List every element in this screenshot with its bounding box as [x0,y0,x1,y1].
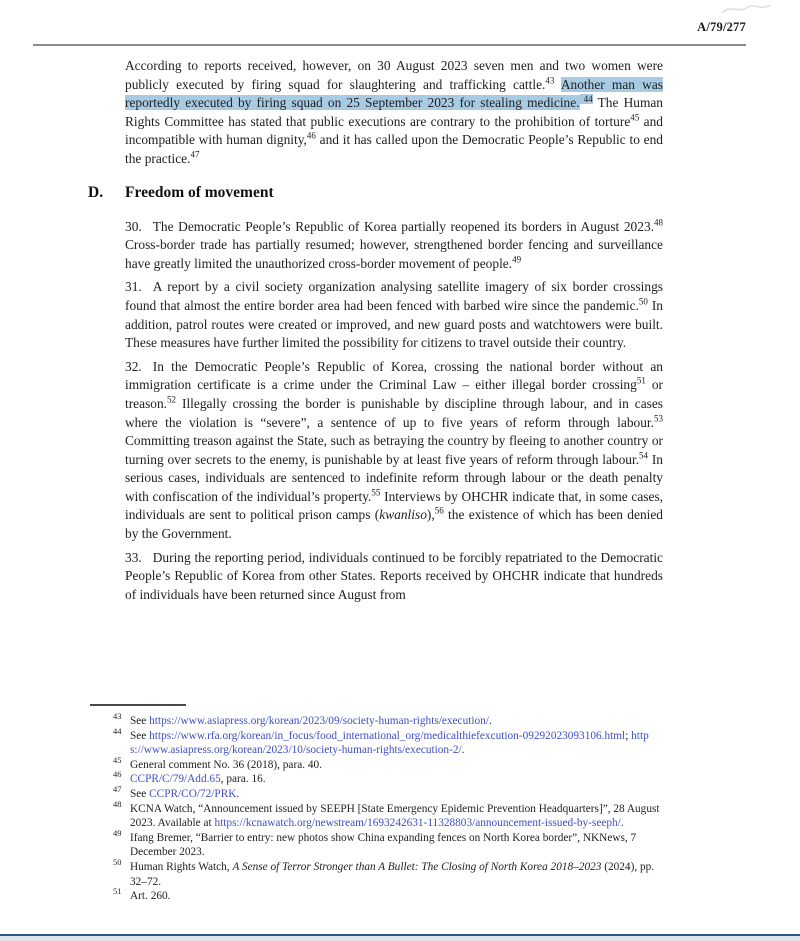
footnote-44: 44 See https://www.rfa.org/korean/in_focus/food_international_org/medicalthiefexcution-09292023093106.html; https://www.asiapress.org/korean/2023/10/society-human-rights/execution-2/. [113,725,649,757]
document-symbol: A/79/277 [697,20,746,34]
paragraph-number: 32. [125,358,142,374]
text-run: Cross-border trade has partially resumed; however, strengthened border fencing and surveillance have greatly limited the unauthorized cross-border movement of people. [125,237,663,271]
paragraph-32 [125,358,663,544]
text-run: and incompatible with human dignity, [125,113,663,148]
paragraph-number: 33. [125,549,142,565]
footnote-text [130,715,492,727]
text-run: , para. 16. [220,773,266,786]
paragraph-31 [125,278,663,352]
footnote-50: 50 Human Rights Watch, A Sense of Terror Stronger than A Bullet: The Closing of North Korea 2018–2023 (2024), pp. 32–72. [113,856,655,888]
text-run: In the Democratic People’s Republic of Korea, crossing the national border without an immigration certificate is a crime under the Criminal Law – either illegal border crossing [125,358,663,393]
hyperlink[interactable]: https://www.asiapress.org/korean/2023/10/society-human-rights/execution-2/ [130,729,649,757]
footnote-49: 49 Ifang Bremer, “Barrier to entry: new photos show China expanding fences on North Korea border”, NKNews, 7 December 2023. [113,827,637,859]
footnote-ref: 54 [639,450,649,461]
hyperlink[interactable]: https://www.rfa.org/korean/in_focus/food_international_org/medicalthiefexcution-09292023093106.html [149,729,626,742]
text-run: According to reports received, however, on 30 August 2023 seven men and two women were publicly executed by firing squad for slaughtering and trafficking cattle. [125,58,663,92]
text-run: . [488,715,492,727]
text-run: See [130,787,150,800]
text-run: KCNA Watch, “Announcement issued by SEEPH [State Emergency Epidemic Prevention Headquarters]”, 28 August 2023. Available at [130,802,660,830]
text-run: Art. 260. [130,890,171,903]
section-heading [88,183,663,203]
footnote-51: 51 Art. 260. [113,886,171,903]
text-run: ; [625,729,632,742]
header-divider [33,44,746,46]
text-run: Human Rights Watch, [130,860,233,873]
footnote-ref: 43 [545,75,555,86]
footnote-separator [90,704,186,706]
text-run: . [236,787,240,800]
text-run: The Democratic People’s Republic of Korea partially reopened its borders in August 2023. [152,218,654,234]
text-run: Illegally crossing the border is punishable by discipline through labour, and in cases where the violation is “severe”, a sentence of up to five years of reform through labour. [125,395,663,430]
footnote-text [130,759,322,771]
text-run: (2024), pp. 32–72. [130,860,655,888]
text-run: or treason. [125,377,663,411]
footnote-ref: 50 [638,296,648,307]
text-run: ), [426,507,435,523]
footnote-ref: 48 [654,217,663,228]
footnote-47: 47 See CCPR/CO/72/PRK. [113,783,240,800]
footnote-ref: 44 [579,93,593,104]
footnote-text [130,832,636,859]
text-run: Ifang Bremer, “Barrier to entry: new photos show China expanding fences on North Korea border”, NKNews, 7 December 2023. [130,831,637,859]
footnote-text [130,803,660,830]
paragraph-30 [125,218,663,274]
footnote-text [130,861,654,888]
footnote-text [130,730,649,757]
text-run: See [130,729,150,742]
text-run: See [130,715,150,727]
hyperlink[interactable]: CCPR/C/79/Add.65 [130,773,221,786]
text-run: the existence of which has been denied by the Government. [125,507,663,542]
text-run: A report by a civil society organization analysing satellite imagery of six border crossings found that almost the entire border area had been fenced with barbed wire since the pandemic. [125,279,663,313]
text-run: kwanliso [379,507,427,523]
paragraph-number: 30. [125,218,142,234]
footnote-45: 45 General comment No. 36 (2018), para. 40. [113,754,322,771]
text-run: The Human Rights Committee has stated that public executions are contrary to the prohibition of torture [125,95,664,129]
footnote-text [130,788,239,800]
footnote-ref: 49 [512,254,522,265]
text-run: General comment No. 36 (2018), para. 40. [130,758,322,771]
footnote-46: 46 CCPR/C/79/Add.65, para. 16. [113,769,266,786]
footnote-ref: 47 [190,149,200,160]
footnote-ref: 45 [630,112,640,123]
text-run: . [620,817,624,830]
footnote-ref: 46 [306,130,316,141]
scan-mark-artifact [720,2,772,17]
document-body [88,57,664,609]
hyperlink[interactable]: https://www.asiapress.org/korean/2023/09/society-human-rights/execution/ [149,715,489,727]
window-bottom-edge [0,934,800,941]
footnote-text [130,773,266,785]
text-run: Another man was reportedly executed by firing squad on 25 September 2023 for stealing medicine. [125,76,663,111]
document-header [697,18,746,36]
footnote-ref: 55 [371,487,381,498]
footnote-ref: 53 [654,413,663,424]
text-run: Committing treason against the State, such as betraying the country by fleeing to another country or turning over secrets to the enemy, is punishable by at least five years of reform through labour. [125,433,663,467]
footnote-48: 48 KCNA Watch, “Announcement issued by SEEPH [State Emergency Epidemic Prevention Headquarters]”, 28 August 2023. Available at https://kcnawatch.org/newstream/1693242631-11328803/announcement-issued-by-seeph/. [113,798,660,830]
paragraph-33 [125,549,663,605]
footnote-43: 43 See https://www.asiapress.org/korean/2023/09/society-human-rights/execution/. [113,711,492,727]
paragraph-continuation [125,57,663,169]
footnote-text [130,890,170,902]
text-run: In serious cases, individuals are sentenced to indefinite reform through labour or the death penalty with confiscation of the individual’s property. [125,451,663,504]
hyperlink[interactable]: CCPR/CO/72/PRK [149,787,237,800]
text-run: Interviews by OHCHR indicate that, in some cases, individuals are sent to political prison camps ( [125,488,664,523]
text-run: In addition, patrol routes were created or improved, and new guard posts and watchtowers were built. These measures have further limited the possibility for citizens to travel outside their country. [125,297,663,351]
text-run: and it has called upon the Democratic People’s Republic to end the practice. [125,132,663,166]
section-title: Freedom of movement [125,183,274,201]
paragraph-number: 31. [125,279,142,295]
text-run: . [461,744,465,757]
footnotes-section [113,711,662,904]
hyperlink[interactable]: https://kcnawatch.org/newstream/1693242631-11328803/announcement-issued-by-seeph/ [214,817,621,830]
text-run: A Sense of Terror Stronger than A Bullet: The Closing of North Korea 2018–2023 [232,860,602,873]
footnote-ref: 51 [636,375,646,386]
footnote-ref: 52 [167,394,177,405]
footnote-ref: 56 [434,506,444,516]
text-run [554,77,560,92]
section-letter: D. [88,183,104,201]
text-run: During the reporting period, individuals continued to be forcibly repatriated to the Democratic People’s Republic of Korea from other States. Reports received by OHCHR indicate that hundreds of individuals have been returned since August from [125,549,663,602]
